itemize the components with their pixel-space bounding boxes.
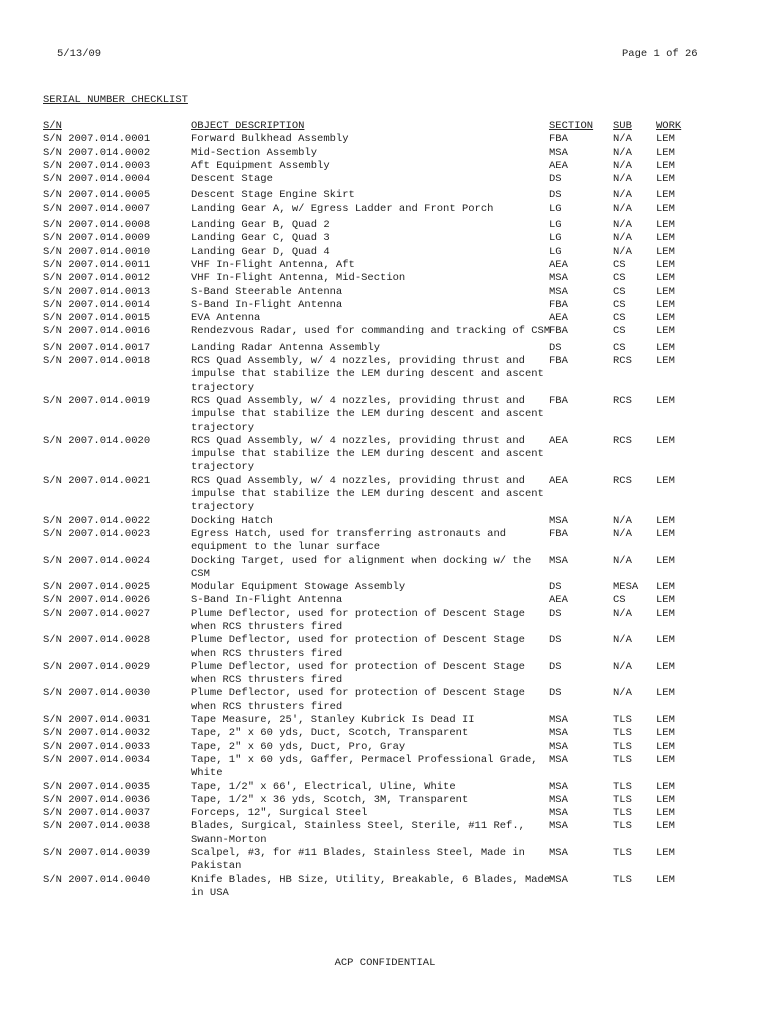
section-code: MSA [549,554,568,567]
serial-number: S/N 2007.014.0013 [43,285,151,298]
serial-number: S/N 2007.014.0005 [43,189,151,202]
work-code: LEM [656,474,675,487]
work-code: LEM [656,634,675,647]
column-header-description: OBJECT DESCRIPTION [191,120,305,132]
sub-code: N/A [613,554,632,567]
serial-number: S/N 2007.014.0032 [43,727,151,740]
object-description: Modular Equipment Stowage Assembly [191,581,406,594]
sub-code: CS [613,258,626,271]
table-row [43,173,743,186]
serial-number: S/N 2007.014.0037 [43,807,151,820]
serial-number: S/N 2007.014.0025 [43,581,151,594]
work-code: LEM [656,298,675,311]
section-code: FBA [549,298,568,311]
serial-number: S/N 2007.014.0028 [43,634,151,647]
document-title: SERIAL NUMBER CHECKLIST [43,94,188,106]
object-description: S-Band In-Flight Antenna [191,298,343,311]
serial-number: S/N 2007.014.0022 [43,514,151,527]
object-description: Descent Stage Engine Skirt [191,189,355,202]
object-description: Tape, 1/2" x 66', Electrical, Uline, White [191,780,456,793]
object-description: Landing Gear C, Quad 3 [191,232,330,245]
table-row [43,634,743,661]
sub-code: TLS [613,847,632,860]
column-header-section: SECTION [549,120,594,132]
header-date: 5/13/09 [57,48,102,60]
work-code: LEM [656,753,675,766]
section-code: MSA [549,873,568,886]
section-code: MSA [549,285,568,298]
sub-code: TLS [613,873,632,886]
section-code: AEA [549,258,568,271]
sub-code: CS [613,341,626,354]
work-code: LEM [656,527,675,540]
table-row [43,475,743,515]
section-code: DS [549,581,562,594]
serial-number: S/N 2007.014.0027 [43,607,151,620]
work-code: LEM [656,727,675,740]
section-code: AEA [549,474,568,487]
work-code: LEM [656,847,675,860]
sub-code: TLS [613,727,632,740]
sub-code: N/A [613,514,632,527]
table-row [43,594,743,607]
work-code: LEM [656,355,675,368]
section-code: MSA [549,780,568,793]
serial-number: S/N 2007.014.0023 [43,527,151,540]
work-code: LEM [656,554,675,567]
section-code: AEA [549,594,568,607]
section-code: DS [549,189,562,202]
section-code: LG [549,245,562,258]
object-description: Aft Equipment Assembly [191,159,330,172]
object-description: Landing Radar Antenna Assembly [191,341,381,354]
table-row [43,160,743,173]
object-description: S-Band In-Flight Antenna [191,594,343,607]
sub-code: TLS [613,793,632,806]
section-code: MSA [549,727,568,740]
serial-number: S/N 2007.014.0038 [43,820,151,833]
table-row [43,395,743,435]
section-code: LG [549,232,562,245]
column-header-work: WORK [656,120,682,132]
sub-code: N/A [613,245,632,258]
table-row [43,528,743,555]
sub-code: N/A [613,219,632,232]
object-description: Landing Gear B, Quad 2 [191,219,330,232]
serial-number: S/N 2007.014.0033 [43,740,151,753]
sub-code: N/A [613,634,632,647]
sub-code: CS [613,325,626,338]
object-description: EVA Antenna [191,312,261,325]
object-description: Rendezvous Radar, used for commanding and tracking of CSM [191,325,551,338]
sub-code: N/A [613,159,632,172]
section-code: DS [549,634,562,647]
table-row [43,515,743,528]
section-code: MSA [549,753,568,766]
object-description: RCS Quad Assembly, w/ 4 nozzles, providing thrust and impulse that stabilize the LEM during descent and ascent trajectory [191,355,544,394]
serial-number: S/N 2007.014.0015 [43,312,151,325]
work-code: LEM [656,173,675,186]
sub-code: TLS [613,753,632,766]
serial-number: S/N 2007.014.0009 [43,232,151,245]
table-row [43,581,743,594]
sub-code: RCS [613,434,632,447]
work-code: LEM [656,820,675,833]
section-code: MSA [549,807,568,820]
section-code: MSA [549,820,568,833]
table-row [43,435,743,475]
work-code: LEM [656,189,675,202]
work-code: LEM [656,285,675,298]
object-description: Landing Gear D, Quad 4 [191,245,330,258]
section-code: AEA [549,159,568,172]
work-code: LEM [656,581,675,594]
serial-number: S/N 2007.014.0017 [43,341,151,354]
section-code: FBA [549,527,568,540]
sub-code: RCS [613,394,632,407]
section-code: FBA [549,355,568,368]
table-row [43,342,743,355]
work-code: LEM [656,341,675,354]
object-description: RCS Quad Assembly, w/ 4 nozzles, providing thrust and impulse that stabilize the LEM during descent and ascent trajectory [191,474,544,514]
work-code: LEM [656,607,675,620]
table-row [43,219,743,232]
sub-code: N/A [613,687,632,700]
section-code: DS [549,173,562,186]
serial-number: S/N 2007.014.0010 [43,245,151,258]
table-row [43,727,743,740]
table-row [43,286,743,299]
section-code: MSA [549,793,568,806]
section-code: MSA [549,847,568,860]
sub-code: TLS [613,740,632,753]
table-body [43,133,743,900]
sub-code: TLS [613,714,632,727]
sub-code: N/A [613,173,632,186]
work-code: LEM [656,714,675,727]
table-row [43,754,743,781]
section-code: MSA [549,514,568,527]
table-row [43,272,743,285]
sub-code: N/A [613,527,632,540]
table-row [43,312,743,325]
work-code: LEM [656,434,675,447]
work-code: LEM [656,660,675,673]
object-description: Mid-Section Assembly [191,146,318,159]
object-description: Landing Gear A, w/ Egress Ladder and Front Porch [191,202,494,215]
serial-number: S/N 2007.014.0026 [43,594,151,607]
table-row [43,714,743,727]
serial-number: S/N 2007.014.0019 [43,394,151,407]
object-description: Descent Stage [191,173,273,186]
serial-number: S/N 2007.014.0030 [43,687,151,700]
section-code: LG [549,202,562,215]
table-row [43,189,743,202]
section-code: AEA [549,312,568,325]
sub-code: RCS [613,355,632,368]
object-description: VHF In-Flight Antenna, Aft [191,258,355,271]
sub-code: N/A [613,189,632,202]
table-row [43,794,743,807]
table-row [43,555,743,582]
table-row [43,807,743,820]
column-header-sub: SUB [613,120,632,132]
object-description: Forceps, 12", Surgical Steel [191,807,368,820]
serial-number: S/N 2007.014.0031 [43,714,151,727]
table-row [43,133,743,146]
sub-code: CS [613,285,626,298]
section-code: DS [549,341,562,354]
page-number: Page 1 of 26 [622,48,698,60]
sub-code: TLS [613,807,632,820]
sub-code: TLS [613,780,632,793]
sub-code: RCS [613,474,632,487]
work-code: LEM [656,219,675,232]
serial-number: S/N 2007.014.0001 [43,133,151,146]
serial-number: S/N 2007.014.0018 [43,355,151,368]
object-description: Tape, 2" x 60 yds, Duct, Pro, Gray [191,740,406,753]
object-description: Tape Measure, 25', Stanley Kubrick Is Dead II [191,714,475,727]
checklist-table [43,120,743,900]
serial-number: S/N 2007.014.0004 [43,173,151,186]
table-row [43,299,743,312]
work-code: LEM [656,202,675,215]
table-row [43,147,743,160]
serial-number: S/N 2007.014.0040 [43,873,151,886]
serial-number: S/N 2007.014.0016 [43,325,151,338]
work-code: LEM [656,325,675,338]
work-code: LEM [656,258,675,271]
object-description: Forward Bulkhead Assembly [191,133,349,146]
section-code: MSA [549,740,568,753]
serial-number: S/N 2007.014.0008 [43,219,151,232]
object-description: RCS Quad Assembly, w/ 4 nozzles, providing thrust and impulse that stabilize the LEM during descent and ascent trajectory [191,434,544,474]
table-row [43,608,743,635]
object-description: Docking Target, used for alignment when docking w/ the CSM [191,554,532,580]
table-row [43,781,743,794]
table-header-row [43,120,743,133]
sub-code: N/A [613,146,632,159]
object-description: Blades, Surgical, Stainless Steel, Sterile, #11 Ref., Swann-Morton [191,820,525,846]
table-row [43,874,743,901]
section-code: DS [549,607,562,620]
table-row [43,820,743,847]
table-row [43,232,743,245]
work-code: LEM [656,394,675,407]
serial-number: S/N 2007.014.0021 [43,474,151,487]
work-code: LEM [656,594,675,607]
section-code: FBA [549,325,568,338]
object-description: Scalpel, #3, for #11 Blades, Stainless Steel, Made in Pakistan [191,847,525,873]
serial-number: S/N 2007.014.0011 [43,258,151,271]
section-code: DS [549,660,562,673]
object-description: Plume Deflector, used for protection of Descent Stage when RCS thrusters fired [191,687,525,713]
serial-number: S/N 2007.014.0029 [43,660,151,673]
object-description: Tape, 1" x 60 yds, Gaffer, Permacel Professional Grade, White [191,753,538,780]
section-code: LG [549,219,562,232]
object-description: Knife Blades, HB Size, Utility, Breakable, 6 Blades, Made in USA [191,873,551,899]
sub-code: MESA [613,581,639,594]
serial-number: S/N 2007.014.0034 [43,753,151,766]
table-row [43,687,743,714]
sub-code: CS [613,298,626,311]
sub-code: N/A [613,660,632,673]
work-code: LEM [656,272,675,285]
work-code: LEM [656,793,675,806]
work-code: LEM [656,146,675,159]
column-header-sn: S/N [43,120,62,132]
section-code: MSA [549,714,568,727]
work-code: LEM [656,245,675,258]
serial-number: S/N 2007.014.0024 [43,554,151,567]
table-row [43,355,743,395]
serial-number: S/N 2007.014.0002 [43,146,151,159]
sub-code: N/A [613,202,632,215]
table-row [43,325,743,338]
table-row [43,741,743,754]
sub-code: N/A [613,133,632,146]
sub-code: CS [613,594,626,607]
work-code: LEM [656,873,675,886]
serial-number: S/N 2007.014.0039 [43,847,151,860]
object-description: RCS Quad Assembly, w/ 4 nozzles, providing thrust and impulse that stabilize the LEM during descent and ascent trajectory [191,394,544,434]
sub-code: CS [613,272,626,285]
object-description: Tape, 1/2" x 36 yds, Scotch, 3M, Transparent [191,793,469,806]
section-code: MSA [549,272,568,285]
section-code: FBA [549,394,568,407]
work-code: LEM [656,232,675,245]
section-code: DS [549,687,562,700]
work-code: LEM [656,514,675,527]
work-code: LEM [656,159,675,172]
object-description: S-Band Steerable Antenna [191,285,343,298]
sub-code: TLS [613,820,632,833]
sub-code: N/A [613,607,632,620]
object-description: Plume Deflector, used for protection of Descent Stage when RCS thrusters fired [191,634,525,660]
table-row [43,259,743,272]
section-code: FBA [549,133,568,146]
object-description: Egress Hatch, used for transferring astronauts and equipment to the lunar surface [191,527,507,554]
table-row [43,203,743,216]
serial-number: S/N 2007.014.0012 [43,272,151,285]
serial-number: S/N 2007.014.0007 [43,202,151,215]
work-code: LEM [656,807,675,820]
section-code: AEA [549,434,568,447]
serial-number: S/N 2007.014.0014 [43,298,151,311]
work-code: LEM [656,312,675,325]
serial-number: S/N 2007.014.0035 [43,780,151,793]
object-description: Plume Deflector, used for protection of Descent Stage when RCS thrusters fired [191,607,525,633]
table-row [43,847,743,874]
work-code: LEM [656,740,675,753]
work-code: LEM [656,780,675,793]
serial-number: S/N 2007.014.0036 [43,793,151,806]
object-description: Plume Deflector, used for protection of Descent Stage when RCS thrusters fired [191,660,525,687]
work-code: LEM [656,133,675,146]
sub-code: CS [613,312,626,325]
confidential-footer: ACP CONFIDENTIAL [334,957,436,969]
serial-number: S/N 2007.014.0020 [43,434,151,447]
section-code: MSA [549,146,568,159]
object-description: Docking Hatch [191,514,273,527]
table-row [43,661,743,688]
object-description: Tape, 2" x 60 yds, Duct, Scotch, Transparent [191,727,469,740]
table-row [43,246,743,259]
serial-number: S/N 2007.014.0003 [43,159,151,172]
work-code: LEM [656,687,675,700]
object-description: VHF In-Flight Antenna, Mid-Section [191,272,406,285]
sub-code: N/A [613,232,632,245]
